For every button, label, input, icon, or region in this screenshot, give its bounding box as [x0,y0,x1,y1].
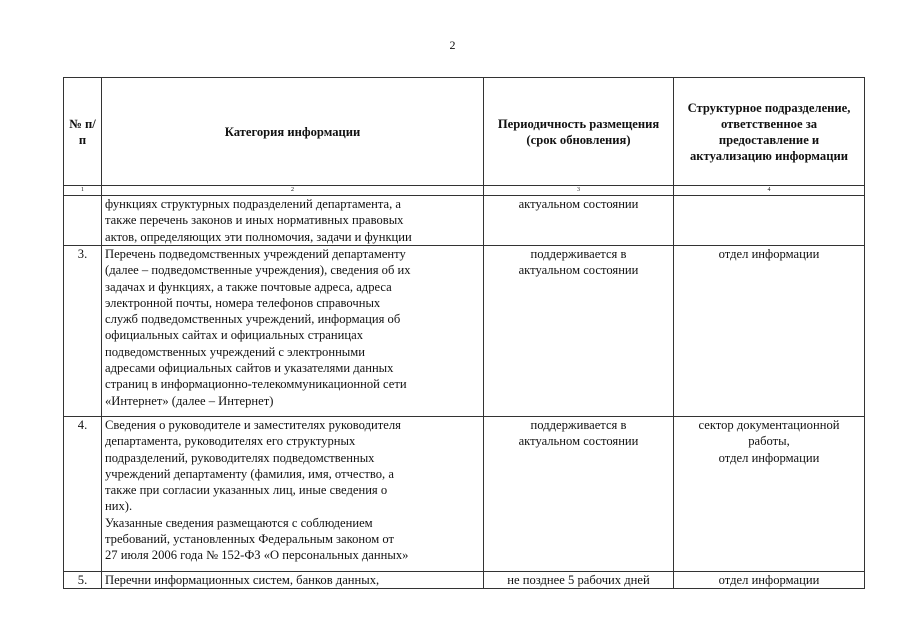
row-period: не позднее 5 рабочих дней [484,572,674,589]
header-num: № п/п [64,78,102,186]
row-category: Сведения о руководителе и заместителях руководителя департамента, руководителях его структурных подразделений, руководителях подведомственных учреждений департаменту (фамилия, имя, отчество, а также при согласии указанных лиц, иные сведения о них). Указанные сведения размещаются с соблюдением требований, установленных Федеральным законом от 27 июля 2006 года № 152-ФЗ «О персональных данных» [102,417,484,572]
column-number: 3 [484,186,674,196]
row-number: 5. [64,572,102,589]
header-responsible: Структурное подразделение, ответственное за предоставление и актуализацию информации [674,78,865,186]
table-row [64,246,865,417]
row-period: поддерживается в актуальном состоянии [484,417,674,572]
table-row [64,572,865,589]
column-numbers-row [64,186,865,196]
row-category: Перечни информационных систем, банков данных, [102,572,484,589]
header-row [64,78,865,186]
row-period: поддерживается в актуальном состоянии [484,246,674,417]
row-number [64,196,102,246]
row-category: Перечень подведомственных учреждений департаменту (далее – подведомственные учреждения), сведения об их задачах и функциях, а также почтовые адреса, адреса электронной почты, номера телефонов справочных служб подведомственных учреждений, информация об официальных сайтах и официальных страницах подведомственных учреждений с электронными адресами официальных сайтов и указателями данных страниц в информационно-телекоммуникационной сети «Интернет» (далее – Интернет) [102,246,484,417]
header-category: Категория информации [102,78,484,186]
row-responsible: отдел информации [674,246,865,417]
row-number: 4. [64,417,102,572]
row-responsible: отдел информации [674,572,865,589]
column-number: 1 [64,186,102,196]
row-responsible [674,196,865,246]
header-period: Периодичность размещения (срок обновления) [484,78,674,186]
column-number: 4 [674,186,865,196]
column-number: 2 [102,186,484,196]
table-row [64,196,865,246]
row-category: функциях структурных подразделений департамента, а также перечень законов и иных нормативных правовых актов, определяющих эти полномочия, задачи и функции [102,196,484,246]
information-table [63,77,865,589]
row-number: 3. [64,246,102,417]
row-responsible: сектор документационной работы, отдел информации [674,417,865,572]
row-period: актуальном состоянии [484,196,674,246]
page-number: 2 [449,38,456,52]
table-row [64,417,865,572]
